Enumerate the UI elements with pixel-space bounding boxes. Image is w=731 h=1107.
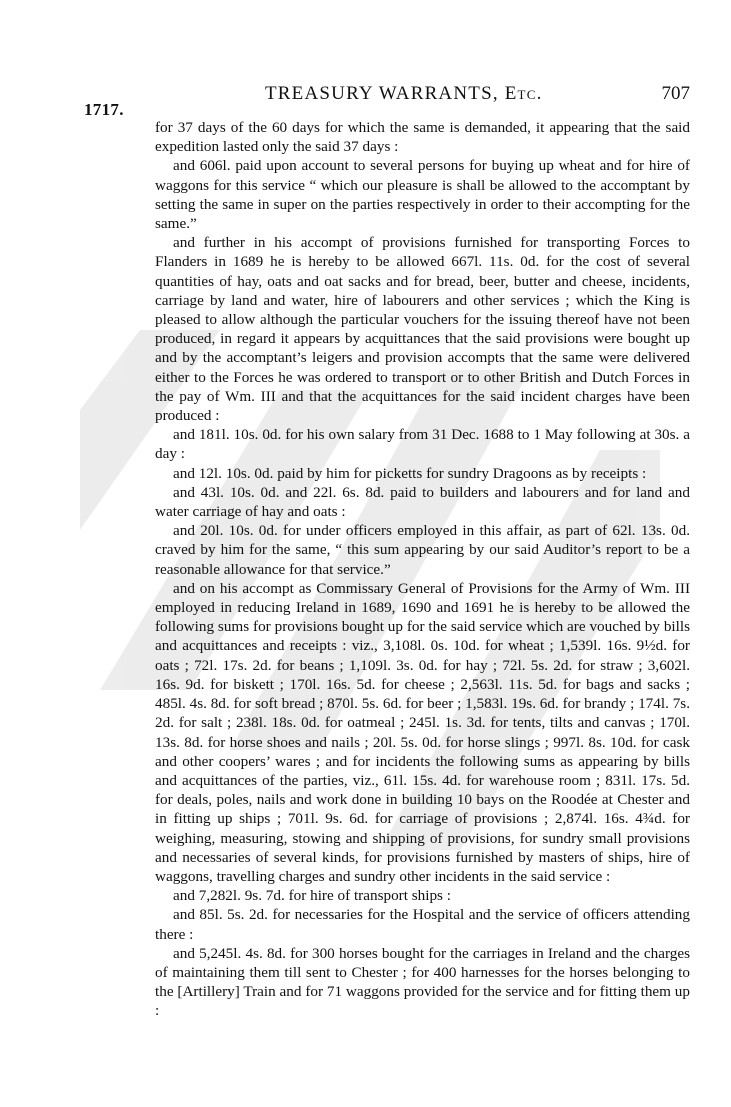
page-number: 707: [661, 83, 690, 104]
paragraph: and 20l. 10s. 0d. for under officers employed in this affair, as part of 62l. 13s. 0d. craved by him for the same, “ this sum appearing by our said Auditor’s report to be a reasonable allowance for that service.”: [155, 522, 690, 578]
paragraph: and further in his accompt of provisions furnished for transporting Forces to Flanders in 1689 he is hereby to be allowed 667l. 11s. 0d. for the cost of several quantities of hay, oats and oat sacks and for bread, beer, butter and cheese, incidents, carriage by land and water, hire of labourers and other services ; which the King is pleased to allow although the particular vouchers for the issuing thereof have not been produced, in regard it appears by acquittances that the said provisions were bought up and by the accomptant’s leigers and provision accompts that the same were delivered either to the Forces he was ordered to transport or to other British and Dutch Forces in the pay of Wm. III and that the acquittances for the said incident charges have been produced :: [155, 234, 690, 425]
running-title: TREASURY WARRANTS, Etc.: [265, 83, 543, 104]
paragraph: and 12l. 10s. 0d. paid by him for picketts for sundry Dragoons as by receipts :: [173, 464, 647, 482]
paragraph: for 37 days of the 60 days for which the same is demanded, it appearing that the said expedition lasted only the said 37 days :: [155, 119, 690, 156]
paragraph: and 85l. 5s. 2d. for necessaries for the Hospital and the service of officers attending there :: [155, 906, 690, 943]
margin-year: 1717.: [84, 100, 124, 119]
paragraph: and 606l. paid upon account to several persons for buying up wheat and for hire of waggons for this service “ which our pleasure is shall be allowed to the accomptant by setting the same in super on the parties respectively in order to their accompting for the same.”: [155, 157, 690, 233]
paragraph: and 181l. 10s. 0d. for his own salary from 31 Dec. 1688 to 1 May following at 30s. a day :: [155, 426, 690, 463]
paragraph: and 7,282l. 9s. 7d. for hire of transport ships :: [173, 887, 451, 905]
paragraph: and 5,245l. 4s. 8d. for 300 horses bought for the carriages in Ireland and the charges of maintaining them till sent to Chester ; for 400 harnesses for the horses belonging to the [Artillery] Train and for 71 waggons provided for the service and for fitting them up :: [155, 944, 690, 1020]
body-text: [155, 118, 690, 1021]
paragraph: and on his accompt as Commissary General of Provisions for the Army of Wm. III employed in reducing Ireland in 1689, 1690 and 1691 he is hereby to be allowed the following sums for provisions bought up for the said service which are vouched by bills and acquittances and receipts : viz., 3,108l. 0s. 10d. for wheat ; 1,539l. 16s. 9½d. for oats ; 72l. 17s. 2d. for beans ; 1,109l. 3s. 0d. for hay ; 72l. 5s. 2d. for straw ; 3,602l. 16s. 9d. for biskett ; 170l. 16s. 5d. for cheese ; 2,563l. 11s. 5d. for bags and sacks ; 485l. 4s. 8d. for soft bread ; 870l. 5s. 6d. for beer ; 1,583l. 19s. 6d. for brandy ; 174l. 7s. 2d. for salt ; 238l. 18s. 0d. for oatmeal ; 245l. 1s. 3d. for tents, tilts and canvas ; 170l. 13s. 8d. for horse shoes and nails ; 20l. 5s. 0d. for horse slings ; 997l. 8s. 10d. for cask and other coopers’ wares ; and for incidents the following sums as appearing by bills and acquittances of the parties, viz., 61l. 15s. 4d. for warehouse room ; 831l. 17s. 5d. for deals, poles, nails and work done in building 10 bays on the Roodée at Chester and in fitting up ships ; 701l. 9s. 6d. for carriage of provisions ; 2,874l. 16s. 4¾d. for weighing, measuring, stowing and shipping of provisions, for sundry small provisions and necessaries of several kinds, for provisions furnished by masters of ships, hire of waggons, travelling charges and sundry other incidents in the said service :: [155, 579, 690, 885]
paragraph: and 43l. 10s. 0d. and 22l. 6s. 8d. paid to builders and labourers and for land and water carriage of hay and oats :: [155, 483, 690, 521]
running-header: [155, 83, 690, 107]
